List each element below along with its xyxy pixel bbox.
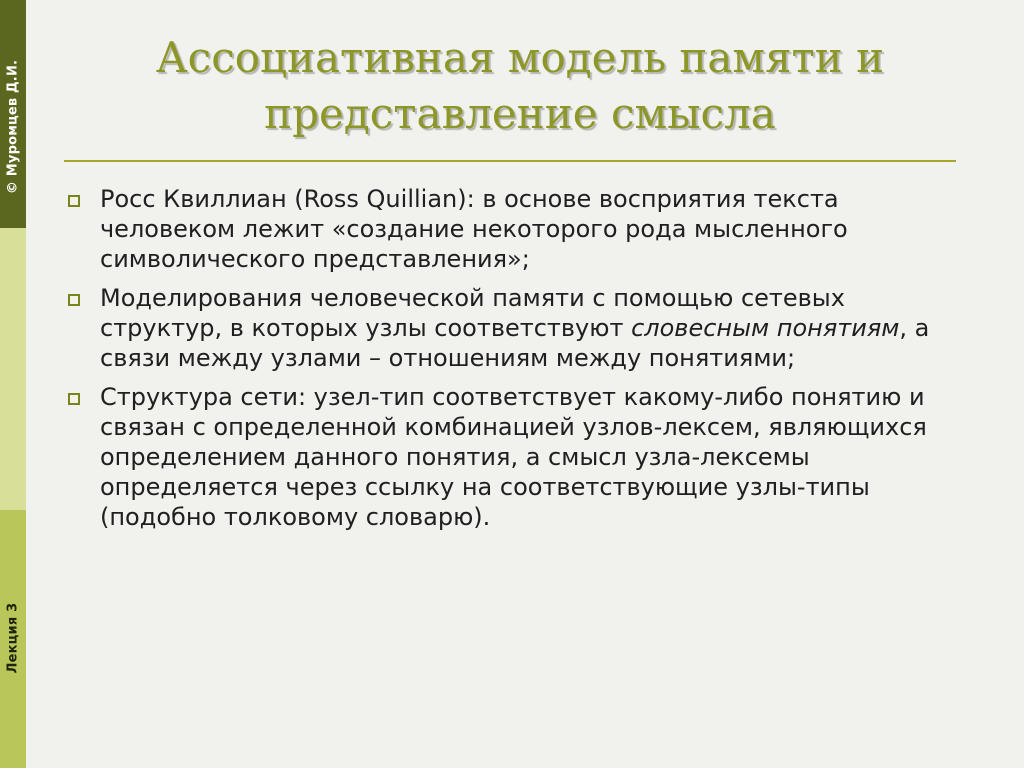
square-bullet-icon <box>68 393 80 405</box>
sidebar-band-middle <box>0 228 26 510</box>
bullet-item <box>64 283 948 373</box>
bullet-text-suffix: , а связи между узлами – отношениям между понятиями; <box>100 314 930 372</box>
author-label: © Муромцев Д.И. <box>5 59 21 195</box>
bullet-item <box>64 382 948 532</box>
title-divider <box>64 160 956 162</box>
lecture-label: Лекция 3 <box>5 602 21 674</box>
bullet-text-emphasis: словесным понятиям <box>631 314 900 342</box>
slide-content <box>64 184 948 541</box>
square-bullet-icon <box>68 195 80 207</box>
sidebar <box>0 0 26 768</box>
bullet-item <box>64 184 948 274</box>
bullet-text <box>100 283 948 373</box>
slide-title-line-2: представление смысла <box>264 89 776 138</box>
bullet-text-prefix: Моделирования человеческой памяти с помощью сетевых структур, в которых узлы соответствуют <box>100 284 845 342</box>
square-bullet-icon <box>68 294 80 306</box>
bullet-text: Росс Квиллиан (Ross Quillian): в основе восприятия текста человеком лежит «создание некоторого рода мысленного символического представления»; <box>100 185 848 273</box>
slide-title-line-1: Ассоциативная модель памяти и <box>155 33 885 82</box>
bullet-text: Структура сети: узел-тип соответствует какому-либо понятию и связан с определенной комбинацией узлов-лексем, являющихся определением данного понятия, а смысл узла-лексемы определяется через ссылку на соответствующие узлы-типы (подобно толковому словарю). <box>100 383 927 531</box>
slide-title <box>80 30 960 142</box>
